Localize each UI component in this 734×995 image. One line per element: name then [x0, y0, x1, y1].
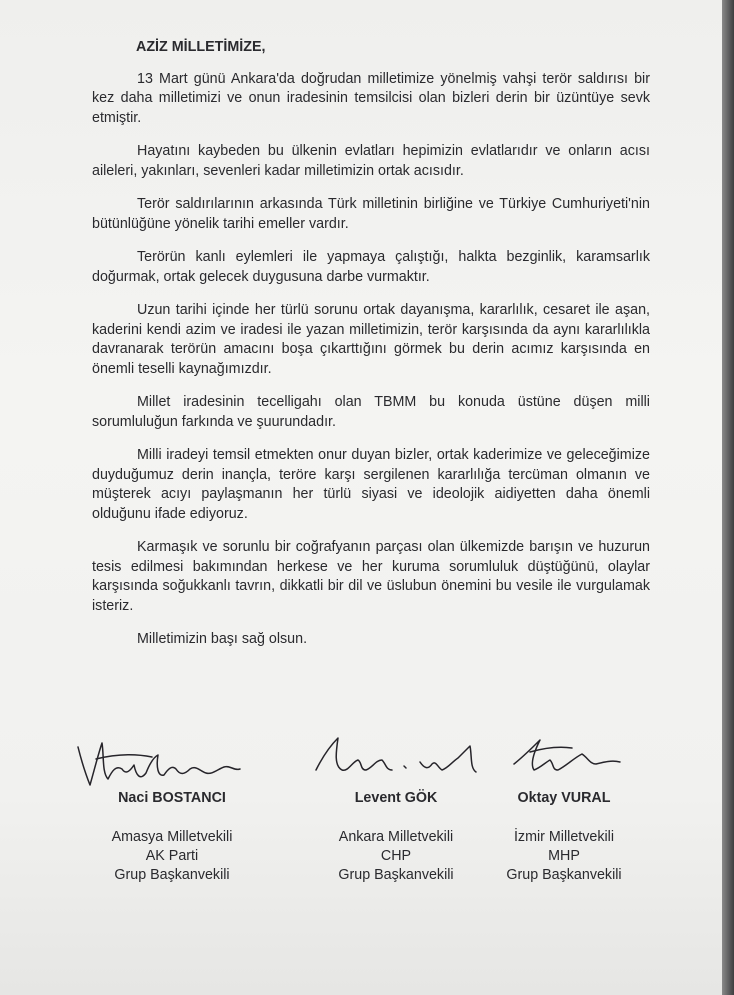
signatory-role: Grup Başkanvekili — [114, 867, 230, 883]
signatory-2 — [316, 789, 476, 885]
signature-gok — [308, 728, 488, 784]
paragraph-8: Karmaşık ve sorunlu bir coğrafyanın parçası olan ülkemizde barışın ve huzurun tesis edilmesi bakımından herkese ve her kuruma sorumluluk düştüğünü, olaylar karşısında soğukkanlı tavrın, dikkatli bir dil ve üslubun önemini bu vesile ile vurgulamak isteriz. — [92, 539, 650, 614]
signatory-title: İzmir Milletvekili — [513, 829, 615, 845]
letter-body — [92, 38, 650, 650]
signatory-name: Oktay VURAL — [517, 790, 611, 806]
signature-vural — [500, 730, 640, 780]
paragraph-2: Hayatını kaybeden bu ülkenin evlatları hepimizin evlatlarıdır ve onların acısı aileleri, yakınları, sevenleri kadar milletimizin ortak acısıdır. — [92, 143, 650, 179]
signatory-party: MHP — [548, 848, 580, 864]
paragraph-1: 13 Mart günü Ankara'da doğrudan milletimize yönelmiş vahşi terör saldırısı bir kez daha milletimizi ve onun iradesinin temsilcisi olan bizleri derin bir üzüntüye sevk etmiştir. — [92, 70, 650, 126]
signatory-3 — [484, 789, 644, 885]
signatory-role: Grup Başkanvekili — [506, 867, 622, 883]
signatory-title: Amasya Milletvekili — [111, 829, 233, 845]
signatory-name: Naci BOSTANCI — [118, 790, 226, 806]
letter-greeting: AZİZ MİLLETİMİZE, — [136, 39, 266, 55]
signatory-1 — [92, 789, 252, 885]
signatory-party: AK Parti — [145, 848, 199, 864]
paragraph-6: Millet iradesinin tecelligahı olan TBMM bu konuda üstüne düşen milli sorumluluğun farkında ve şuurundadır. — [92, 394, 650, 430]
signature-bostanci — [72, 735, 252, 795]
signatory-role: Grup Başkanvekili — [338, 867, 454, 883]
paragraph-4: Terörün kanlı eylemleri ile yapmaya çalıştığı, halkta bezginlik, karamsarlık doğurmak, ortak gelecek duygusuna darbe vurmaktır. — [92, 249, 650, 285]
page-edge-shadow — [722, 0, 734, 995]
paragraph-5: Uzun tarihi içinde her türlü sorunu ortak dayanışma, kararlılık, cesaret ile aşan, kaderini kendi azim ve iradesi ile yazan milletimizin, terör karşısında da aynı kararlılıkla davranarak terörün amacını boşa çıkarttığını görmek bu derin acımız karşısında en önemli teselli kaynağımızdır. — [92, 302, 650, 377]
letter-closing: Milletimizin başı sağ olsun. — [137, 631, 308, 647]
paragraph-3: Terör saldırılarının arkasında Türk milletinin birliğine ve Türkiye Cumhuriyeti'nin bütünlüğüne yönelik tarihi emeller vardır. — [92, 196, 650, 232]
signatory-name: Levent GÖK — [354, 790, 438, 806]
signatory-party: CHP — [380, 848, 412, 864]
signatory-title: Ankara Milletvekili — [338, 829, 454, 845]
paragraph-7: Milli iradeyi temsil etmekten onur duyan bizler, ortak kaderimize ve geleceğimize duyduğumuz derin inançla, teröre karşı sergilenen kararlılığa tercüman olmanın ve müşterek acıyı paylaşmanın her türlü siyasi ve ideolojik aidiyetten daha önemli olduğunu ifade ediyoruz. — [92, 447, 650, 522]
